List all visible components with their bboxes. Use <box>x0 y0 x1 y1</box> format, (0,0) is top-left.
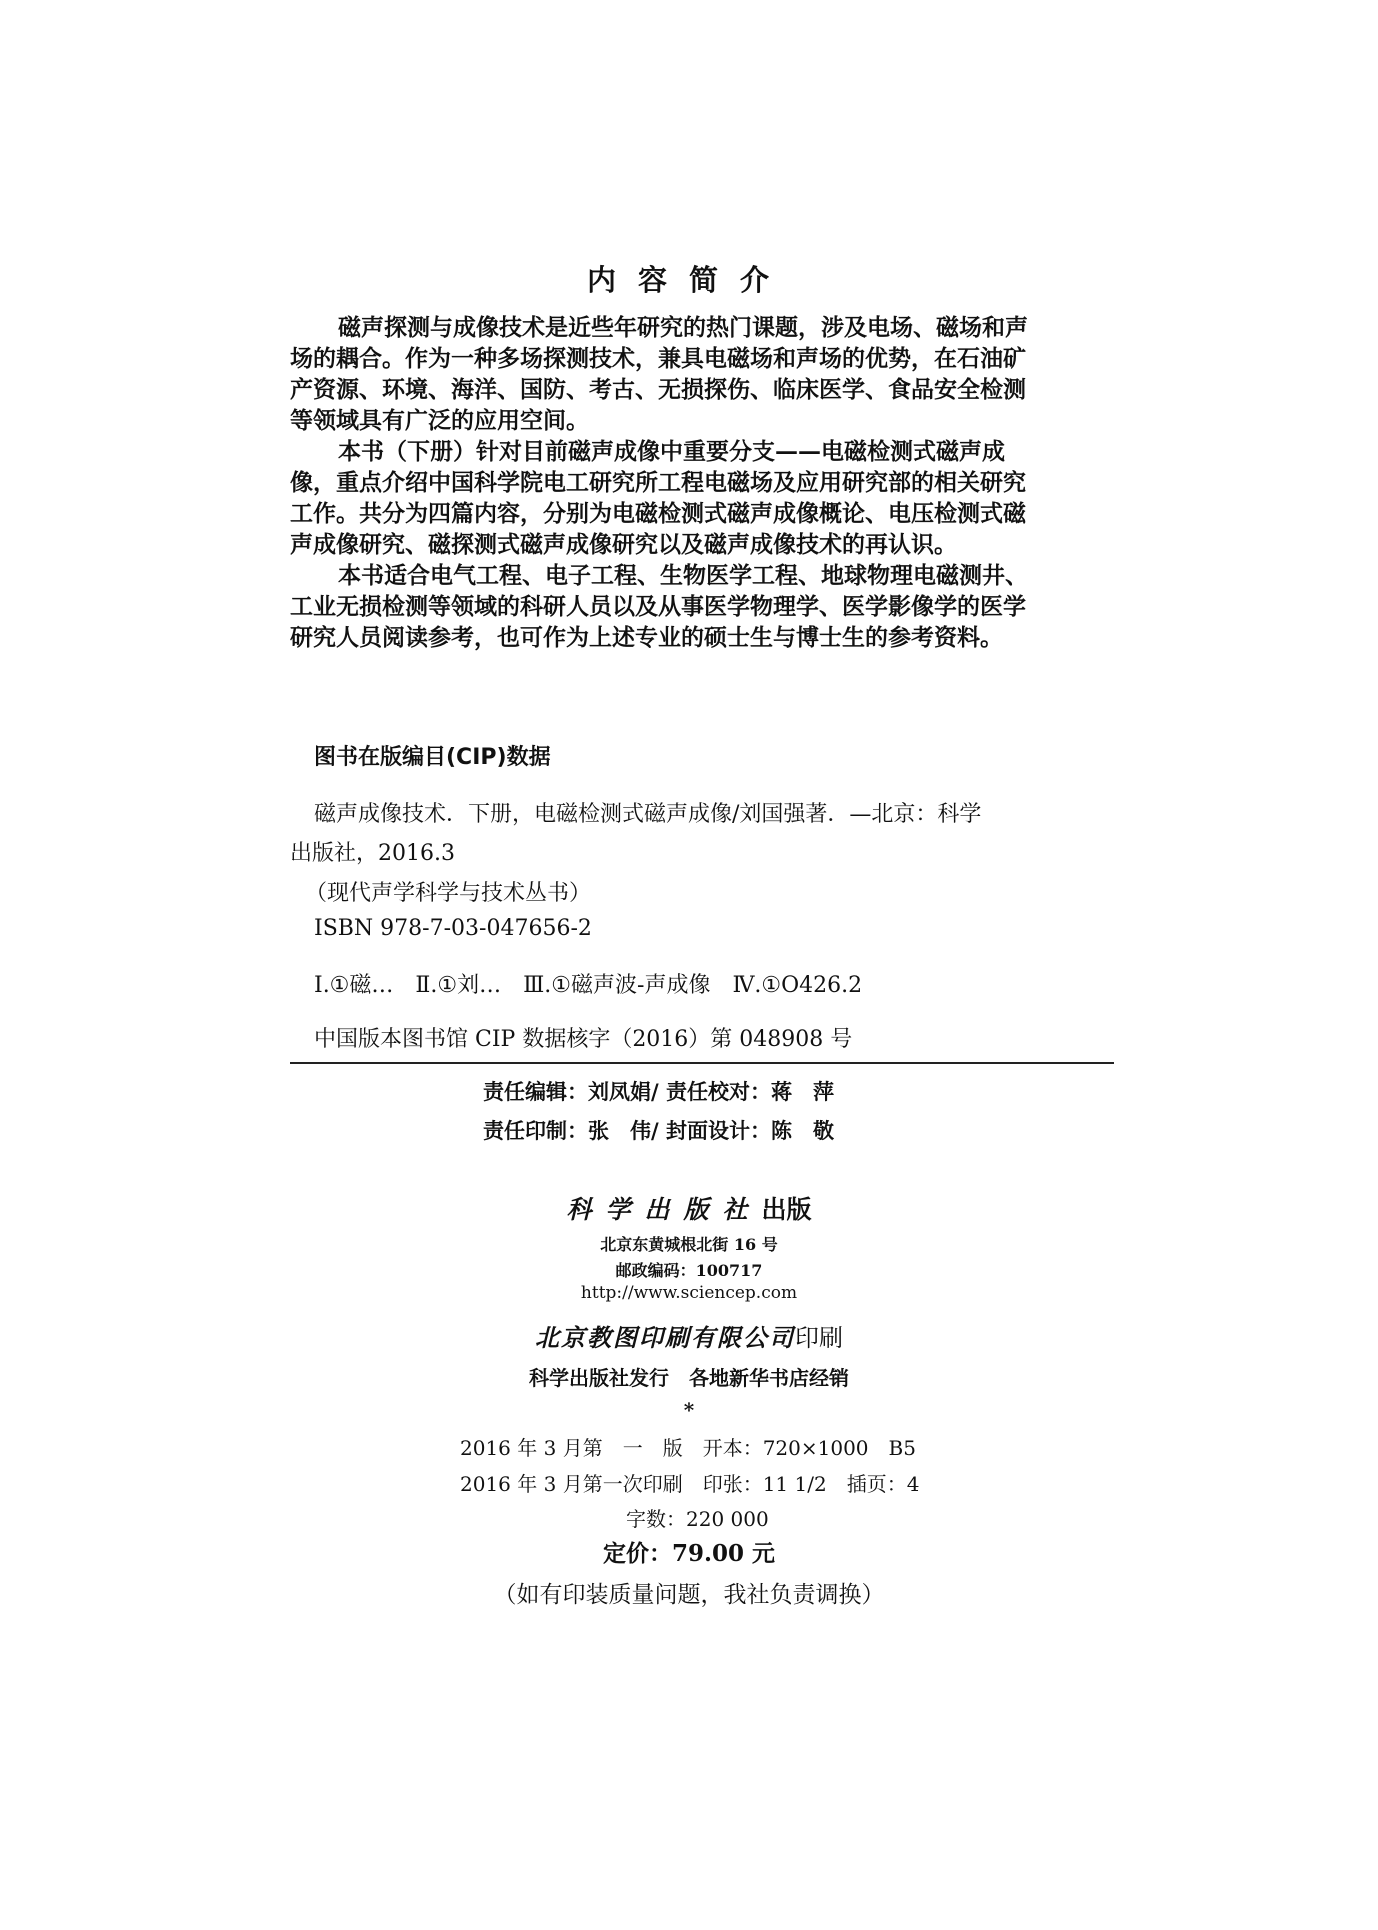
text-line: 本书（下册）针对目前磁声成像中重要分支——电磁检测式磁声成 <box>338 438 1005 465</box>
text-line: 磁声探测与成像技术是近些年研究的热门课题，涉及电场、磁场和声 <box>338 314 1028 341</box>
cip-entry-line-1: 磁声成像技术．下册，电磁检测式磁声成像/刘国强著．—北京：科学 <box>314 802 982 827</box>
publisher-address: 北京东黄城根北街 16 号 <box>600 1235 778 1254</box>
text-line: 本书适合电气工程、电子工程、生物医学工程、地球物理电磁测井、 <box>338 562 1028 589</box>
cip-divider <box>290 1062 1114 1064</box>
quality-note: （如有印装质量问题，我社负责调换） <box>493 1582 885 1608</box>
text-line: 工业无损检测等领域的科研人员以及从事医学物理学、医学影像学的医学 <box>290 593 1026 620</box>
cip-series: （现代声学科学与技术丛书） <box>305 881 592 906</box>
text-line: 等领域具有广泛的应用空间。 <box>290 407 589 434</box>
publisher-url: http://www.sciencep.com <box>580 1283 798 1303</box>
cip-heading: 图书在版编目(CIP)数据 <box>314 745 551 770</box>
text-line: 场的耦合。作为一种多场探测技术，兼具电磁场和声场的优势，在石油矿 <box>290 345 1026 372</box>
text-line: 像，重点介绍中国科学院电工研究所工程电磁场及应用研究部的相关研究 <box>290 469 1026 496</box>
publisher-suffix: 出版 <box>761 1195 812 1224</box>
publisher-name: 科学出版社 <box>566 1195 762 1224</box>
distribution-line: 科学出版社发行 各地新华书店经销 <box>529 1366 849 1390</box>
cip-isbn: ISBN 978-7-03-047656-2 <box>314 916 592 941</box>
text-line: 产资源、环境、海洋、国防、考古、无损探伤、临床医学、食品安全检测 <box>290 376 1026 403</box>
cip-entry-line-2: 出版社，2016.3 <box>290 841 455 866</box>
edition-info: 2016 年 3 月第 一 版 开本：720×1000 B5 <box>460 1436 916 1460</box>
page-title: 内容简介 <box>586 263 791 297</box>
cip-record-number: 中国版本图书馆 CIP 数据核字（2016）第 048908 号 <box>314 1027 853 1052</box>
text-line: 工作。共分为四篇内容，分别为电磁检测式磁声成像概论、电压检测式磁 <box>290 500 1026 527</box>
printer-suffix: 印刷 <box>795 1324 843 1352</box>
separator-star: * <box>683 1398 695 1422</box>
printer-name: 北京教图印刷有限公司 <box>535 1323 795 1352</box>
summary-paragraph-2 <box>290 436 1120 560</box>
editor-credits: 责任编辑：刘凤娟/ 责任校对：蒋 萍 <box>483 1079 834 1104</box>
publisher-line <box>0 1190 1378 1226</box>
cip-classification: Ⅰ.①磁… Ⅱ.①刘… Ⅲ.①磁声波-声成像 Ⅳ.①O426.2 <box>314 973 863 998</box>
word-count: 字数：220 000 <box>626 1507 769 1531</box>
price: 定价：79.00 元 <box>602 1540 776 1567</box>
text-line: 声成像研究、磁探测式磁声成像研究以及磁声成像技术的再认识。 <box>290 531 957 558</box>
printing-info: 2016 年 3 月第一次印刷 印张：11 1/2 插页：4 <box>460 1472 920 1496</box>
printer-line <box>0 1318 1378 1353</box>
publisher-postcode: 邮政编码：100717 <box>615 1261 763 1280</box>
printing-credits: 责任印制：张 伟/ 封面设计：陈 敬 <box>483 1118 834 1143</box>
summary-paragraph-3 <box>290 560 1120 653</box>
summary-paragraph-1 <box>290 312 1120 436</box>
text-line: 研究人员阅读参考，也可作为上述专业的硕士生与博士生的参考资料。 <box>290 624 1003 651</box>
